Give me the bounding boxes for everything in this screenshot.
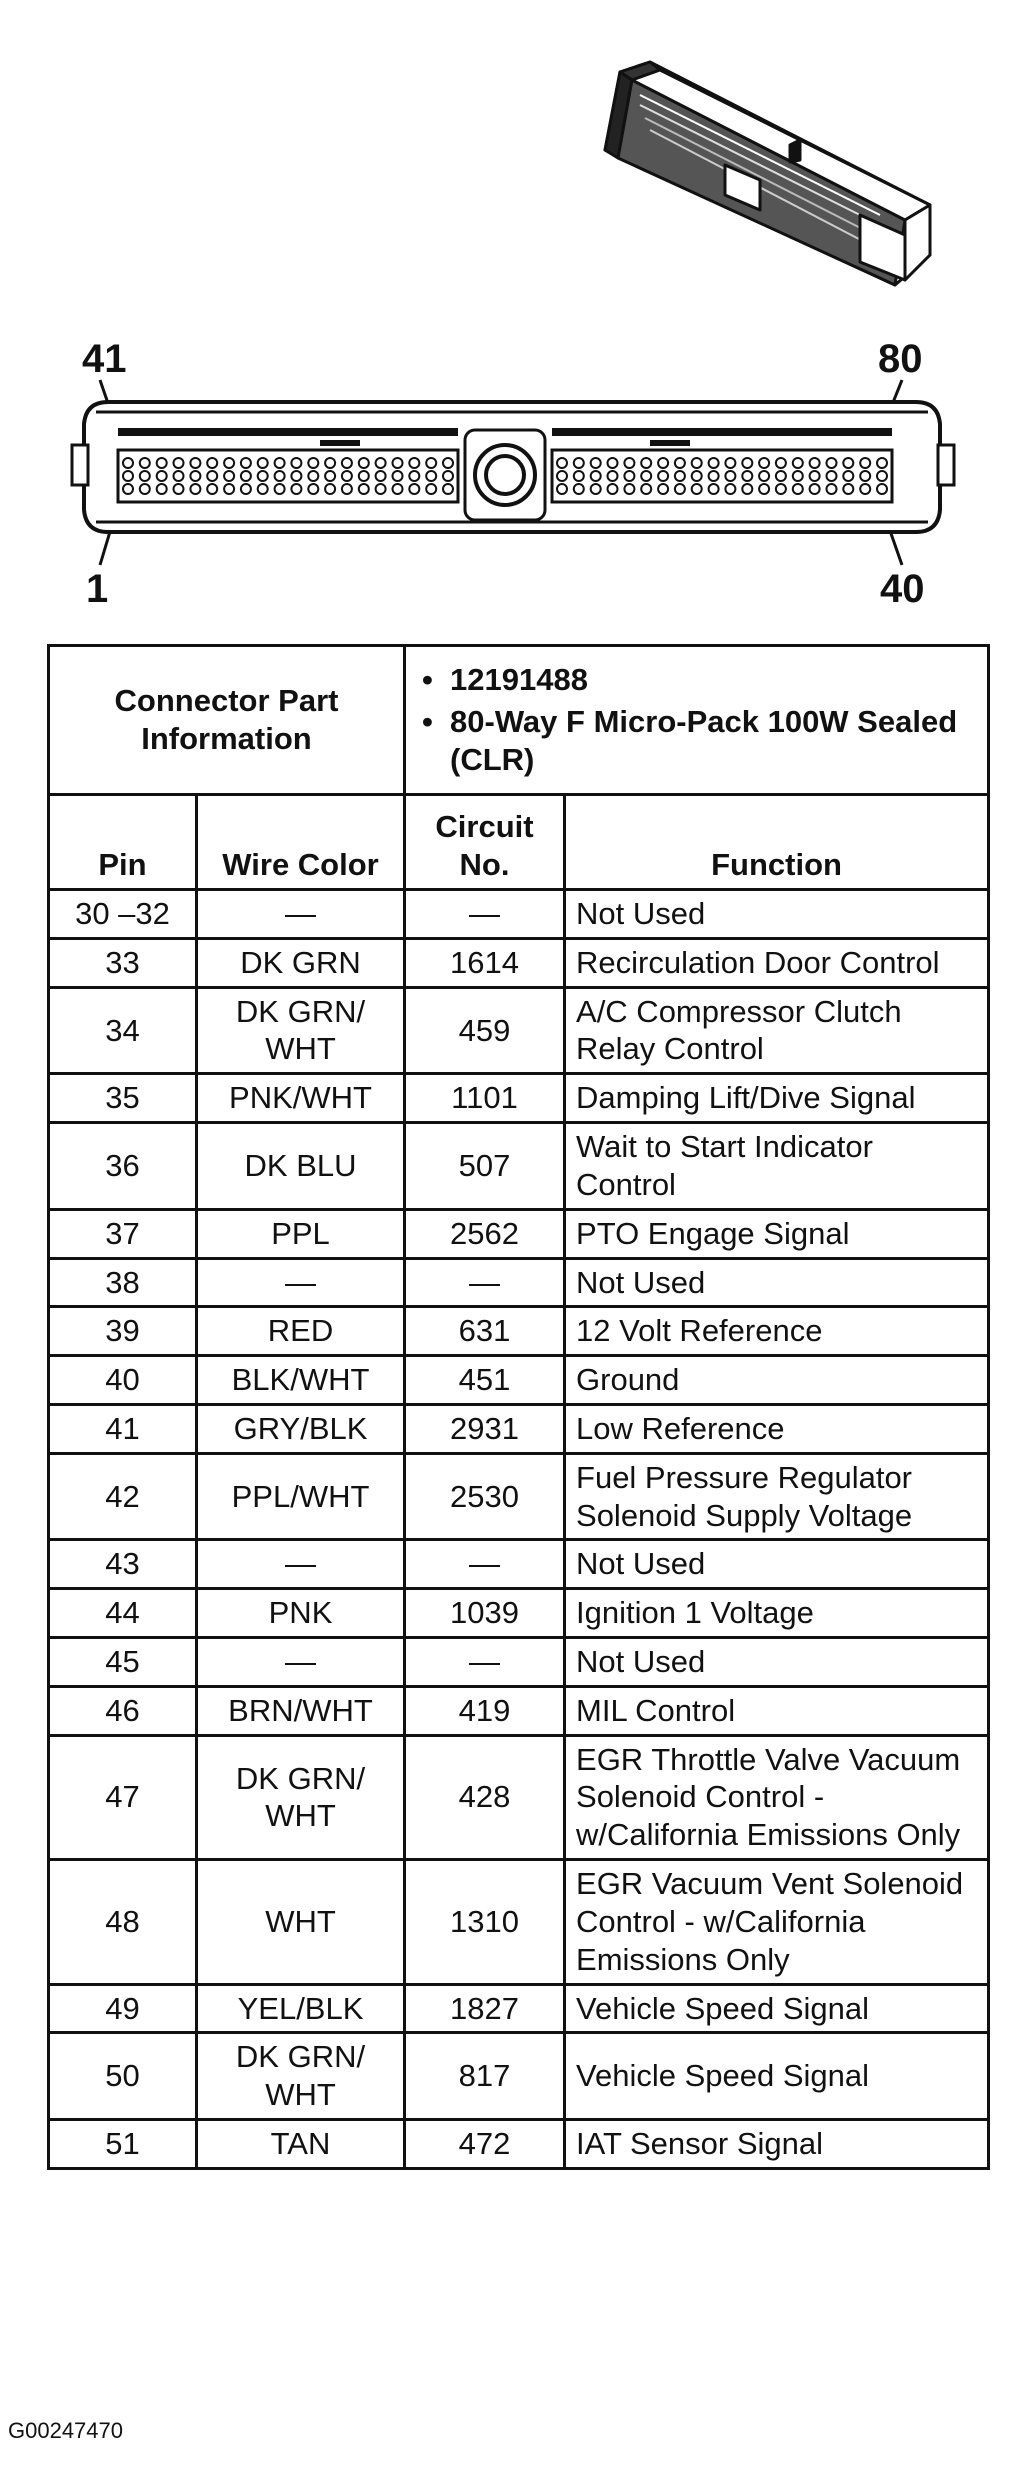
function-cell: Not Used (565, 890, 989, 939)
connector-pin-hole (658, 458, 668, 468)
connector-pin-hole (376, 471, 386, 481)
pin-cell: 45 (49, 1638, 197, 1687)
connector-pin-hole (675, 484, 685, 494)
table-row (49, 1356, 989, 1405)
connector-pin-hole (342, 471, 352, 481)
pin-cell: 48 (49, 1860, 197, 1984)
pin-cell: 40 (49, 1356, 197, 1405)
connector-pin-hole (342, 458, 352, 468)
connector-pin-hole (624, 471, 634, 481)
connector-pin-hole (692, 458, 702, 468)
connector-pin-hole (793, 458, 803, 468)
wire-color-cell: TAN (197, 2119, 405, 2168)
connector-pin-hole (174, 458, 184, 468)
connector-pin-hole (557, 458, 567, 468)
connector-pin-hole (258, 471, 268, 481)
circuit-no-cell: 2530 (405, 1453, 565, 1540)
col-header-pin: Pin (49, 795, 197, 890)
connector-pin-hole (376, 484, 386, 494)
connector-pin-hole (827, 458, 837, 468)
wire-color-cell: WHT (197, 1860, 405, 1984)
connector-pin-hole (140, 471, 150, 481)
connector-pin-hole (443, 484, 453, 494)
connector-pin-hole (426, 484, 436, 494)
circuit-no-cell: 451 (405, 1356, 565, 1405)
connector-pin-hole (709, 471, 719, 481)
connector-pin-hole (591, 458, 601, 468)
connector-pin-hole (342, 484, 352, 494)
table-row (49, 1638, 989, 1687)
pin-cell: 46 (49, 1686, 197, 1735)
circuit-no-cell: 1101 (405, 1074, 565, 1123)
function-cell: Low Reference (565, 1404, 989, 1453)
pin-cell: 30 –32 (49, 890, 197, 939)
connector-pin-hole (624, 458, 634, 468)
connector-pin-hole (658, 484, 668, 494)
connector-pin-hole (709, 458, 719, 468)
circuit-no-cell: — (405, 1638, 565, 1687)
table-row (49, 1589, 989, 1638)
connector-pin-hole (224, 484, 234, 494)
pin-cell: 34 (49, 987, 197, 1074)
connector-pin-hole (291, 471, 301, 481)
table-row (49, 987, 989, 1074)
wire-color-cell: — (197, 890, 405, 939)
function-cell: Not Used (565, 1638, 989, 1687)
connector-pin-hole (759, 458, 769, 468)
wire-color-cell: DK BLU (197, 1123, 405, 1210)
connector-part-list (405, 646, 989, 795)
connector-pin-hole (443, 471, 453, 481)
connector-pin-hole (759, 471, 769, 481)
circuit-no-cell: 631 (405, 1307, 565, 1356)
pin-cell: 42 (49, 1453, 197, 1540)
connector-pin-hole (140, 458, 150, 468)
connector-pin-hole (742, 458, 752, 468)
connector-pin-hole (359, 471, 369, 481)
connector-pin-hole (426, 471, 436, 481)
connector-pin-hole (574, 471, 584, 481)
function-cell: Ground (565, 1356, 989, 1405)
connector-pin-hole (709, 484, 719, 494)
connector-pin-hole (608, 484, 618, 494)
wire-color-cell: — (197, 1258, 405, 1307)
connector-pin-hole (827, 471, 837, 481)
connector-pin-hole (174, 471, 184, 481)
connector-pin-hole (608, 458, 618, 468)
connector-pin-hole (393, 484, 403, 494)
connector-pin-hole (827, 484, 837, 494)
connector-pin-hole (359, 484, 369, 494)
connector-pin-hole (207, 484, 217, 494)
connector-pin-hole (641, 471, 651, 481)
function-cell: MIL Control (565, 1686, 989, 1735)
function-cell: Vehicle Speed Signal (565, 2033, 989, 2120)
connector-pin-hole (207, 471, 217, 481)
pin-cell: 36 (49, 1123, 197, 1210)
connector-pin-hole (308, 458, 318, 468)
connector-pin-hole (641, 458, 651, 468)
function-cell: Wait to Start Indicator Control (565, 1123, 989, 1210)
function-cell: 12 Volt Reference (565, 1307, 989, 1356)
wire-color-cell: PNK (197, 1589, 405, 1638)
pin-cell: 33 (49, 938, 197, 987)
connector-pin-hole (725, 471, 735, 481)
connector-pin-hole (241, 484, 251, 494)
connector-pin-hole (224, 458, 234, 468)
pin-cell: 35 (49, 1074, 197, 1123)
connector-pin-hole (860, 458, 870, 468)
connector-info-label: Connector Part Information (49, 646, 405, 795)
pin-cell: 41 (49, 1404, 197, 1453)
table-row (49, 2119, 989, 2168)
connector-pin-hole (658, 471, 668, 481)
function-cell: A/C Compressor Clutch Relay Control (565, 987, 989, 1074)
connector-pin-hole (860, 471, 870, 481)
connector-pin-hole (793, 484, 803, 494)
wire-color-cell: DK GRN (197, 938, 405, 987)
circuit-no-cell: 472 (405, 2119, 565, 2168)
connector-pin-hole (692, 484, 702, 494)
connector-pin-hole (810, 471, 820, 481)
connector-pin-hole (174, 484, 184, 494)
function-cell: Not Used (565, 1258, 989, 1307)
circuit-no-cell: 428 (405, 1735, 565, 1859)
pin-cell: 47 (49, 1735, 197, 1859)
connector-pin-hole (123, 484, 133, 494)
connector-pin-hole (308, 484, 318, 494)
connector-pin-hole (409, 484, 419, 494)
connector-pin-hole (157, 471, 167, 481)
pin-label-80: 80 (878, 337, 923, 381)
circuit-no-cell: 1310 (405, 1860, 565, 1984)
pin-cell: 43 (49, 1540, 197, 1589)
wire-color-cell: DK GRN/ WHT (197, 1735, 405, 1859)
wire-color-cell: PPL/WHT (197, 1453, 405, 1540)
table-row (49, 1984, 989, 2033)
function-cell: Ignition 1 Voltage (565, 1589, 989, 1638)
pin-cell: 39 (49, 1307, 197, 1356)
connector-info-row (49, 646, 989, 795)
figure-id: G00247470 (8, 2418, 123, 2443)
connector-pin-hole (241, 458, 251, 468)
connector-pin-hole (275, 471, 285, 481)
wire-color-cell: RED (197, 1307, 405, 1356)
circuit-no-cell: 1827 (405, 1984, 565, 2033)
table-row (49, 938, 989, 987)
connector-pin-hole (877, 471, 887, 481)
connector-pin-hole (843, 471, 853, 481)
pin-cell: 37 (49, 1209, 197, 1258)
wire-color-cell: — (197, 1540, 405, 1589)
table-row (49, 1540, 989, 1589)
connector-pin-hole (291, 484, 301, 494)
connector-pin-hole (409, 458, 419, 468)
circuit-no-cell: 817 (405, 2033, 565, 2120)
wire-color-cell: DK GRN/ WHT (197, 2033, 405, 2120)
connector-pin-hole (759, 484, 769, 494)
connector-pin-hole (574, 458, 584, 468)
part-description: • 80-Way F Micro-Pack 100W Sealed (CLR) (416, 703, 977, 779)
table-row (49, 1307, 989, 1356)
connector-pin-hole (291, 458, 301, 468)
connector-pin-hole (325, 458, 335, 468)
connector-pin-hole (608, 471, 618, 481)
wire-color-cell: YEL/BLK (197, 1984, 405, 2033)
function-cell: Fuel Pressure Regulator Solenoid Supply Voltage (565, 1453, 989, 1540)
connector-3d-illustration (605, 62, 930, 285)
circuit-no-cell: 2931 (405, 1404, 565, 1453)
connector-pin-hole (123, 471, 133, 481)
connector-pin-hole (190, 458, 200, 468)
table-row (49, 1258, 989, 1307)
connector-pin-hole (207, 458, 217, 468)
connector-pin-hole (725, 484, 735, 494)
table-row (49, 1860, 989, 1984)
connector-pin-hole (860, 484, 870, 494)
connector-pin-hole (275, 458, 285, 468)
function-cell: Vehicle Speed Signal (565, 1984, 989, 2033)
circuit-no-cell: 419 (405, 1686, 565, 1735)
connector-pin-hole (742, 471, 752, 481)
connector-pin-hole (692, 471, 702, 481)
pin-cell: 51 (49, 2119, 197, 2168)
pin-cell: 44 (49, 1589, 197, 1638)
wire-color-cell: DK GRN/ WHT (197, 987, 405, 1074)
function-cell: EGR Vacuum Vent Solenoid Control - w/California Emissions Only (565, 1860, 989, 1984)
connector-pin-hole (725, 458, 735, 468)
connector-pin-hole (843, 458, 853, 468)
wire-color-cell: PNK/WHT (197, 1074, 405, 1123)
connector-pin-hole (190, 471, 200, 481)
connector-pin-hole (776, 484, 786, 494)
pin-label-1: 1 (86, 567, 109, 611)
connector-pin-hole (393, 471, 403, 481)
connector-pin-hole (557, 471, 567, 481)
function-cell: EGR Throttle Valve Vacuum Solenoid Control - w/California Emissions Only (565, 1735, 989, 1859)
connector-pin-hole (675, 458, 685, 468)
connector-pin-hole (123, 458, 133, 468)
connector-pin-hole (359, 458, 369, 468)
connector-pin-hole (641, 484, 651, 494)
connector-pin-hole (308, 471, 318, 481)
circuit-no-cell: 2562 (405, 1209, 565, 1258)
connector-pin-hole (843, 484, 853, 494)
connector-pin-hole (190, 484, 200, 494)
connector-pin-hole (557, 484, 567, 494)
wire-color-cell: BRN/WHT (197, 1686, 405, 1735)
connector-pinout-table (47, 644, 990, 2170)
function-cell: PTO Engage Signal (565, 1209, 989, 1258)
connector-pin-hole (275, 484, 285, 494)
pin-cell: 38 (49, 1258, 197, 1307)
circuit-no-cell: 1039 (405, 1589, 565, 1638)
col-header-wire-color: Wire Color (197, 795, 405, 890)
circuit-no-cell: 507 (405, 1123, 565, 1210)
circuit-no-cell: — (405, 1258, 565, 1307)
pin-cell: 50 (49, 2033, 197, 2120)
table-row (49, 1209, 989, 1258)
connector-pin-hole (877, 484, 887, 494)
connector-pin-hole (624, 484, 634, 494)
connector-pin-hole (591, 471, 601, 481)
circuit-no-cell: 1614 (405, 938, 565, 987)
connector-pin-hole (776, 471, 786, 481)
circuit-no-cell: — (405, 890, 565, 939)
connector-pin-hole (140, 484, 150, 494)
connector-pin-hole (810, 458, 820, 468)
connector-pin-hole (325, 471, 335, 481)
connector-pin-hole (393, 458, 403, 468)
pin-label-41: 41 (82, 337, 127, 381)
connector-pin-hole (810, 484, 820, 494)
wire-color-cell: PPL (197, 1209, 405, 1258)
function-cell: Not Used (565, 1540, 989, 1589)
table-row (49, 1404, 989, 1453)
connector-pin-hole (591, 484, 601, 494)
table-row (49, 890, 989, 939)
table-row (49, 1686, 989, 1735)
connector-pin-hole (157, 484, 167, 494)
table-row (49, 1735, 989, 1859)
function-cell: Recirculation Door Control (565, 938, 989, 987)
table-row (49, 1453, 989, 1540)
connector-pin-hole (675, 471, 685, 481)
wire-color-cell: BLK/WHT (197, 1356, 405, 1405)
table-row (49, 1074, 989, 1123)
pin-cell: 49 (49, 1984, 197, 2033)
connector-pin-hole (157, 458, 167, 468)
connector-pin-hole (742, 484, 752, 494)
table-row (49, 2033, 989, 2120)
connector-pin-hole (258, 458, 268, 468)
part-number: • 12191488 (416, 661, 977, 699)
connector-pin-hole (877, 458, 887, 468)
connector-pin-hole (776, 458, 786, 468)
circuit-no-cell: 459 (405, 987, 565, 1074)
col-header-circuit-no: Circuit No. (405, 795, 565, 890)
connector-pin-hole (793, 471, 803, 481)
connector-pin-hole (426, 458, 436, 468)
column-header-row (49, 795, 989, 890)
function-cell: Damping Lift/Dive Signal (565, 1074, 989, 1123)
connector-pin-hole (443, 458, 453, 468)
col-header-function: Function (565, 795, 989, 890)
connector-pin-hole (574, 484, 584, 494)
table-row (49, 1123, 989, 1210)
connector-pin-hole (325, 484, 335, 494)
connector-pin-hole (376, 458, 386, 468)
wire-color-cell: GRY/BLK (197, 1404, 405, 1453)
connector-diagram (0, 0, 1026, 620)
connector-pin-hole (258, 484, 268, 494)
function-cell: IAT Sensor Signal (565, 2119, 989, 2168)
pin-label-40: 40 (880, 567, 925, 611)
connector-face (72, 402, 954, 532)
connector-pin-hole (241, 471, 251, 481)
connector-pin-hole (224, 471, 234, 481)
circuit-no-cell: — (405, 1540, 565, 1589)
connector-pin-hole (409, 471, 419, 481)
wire-color-cell: — (197, 1638, 405, 1687)
